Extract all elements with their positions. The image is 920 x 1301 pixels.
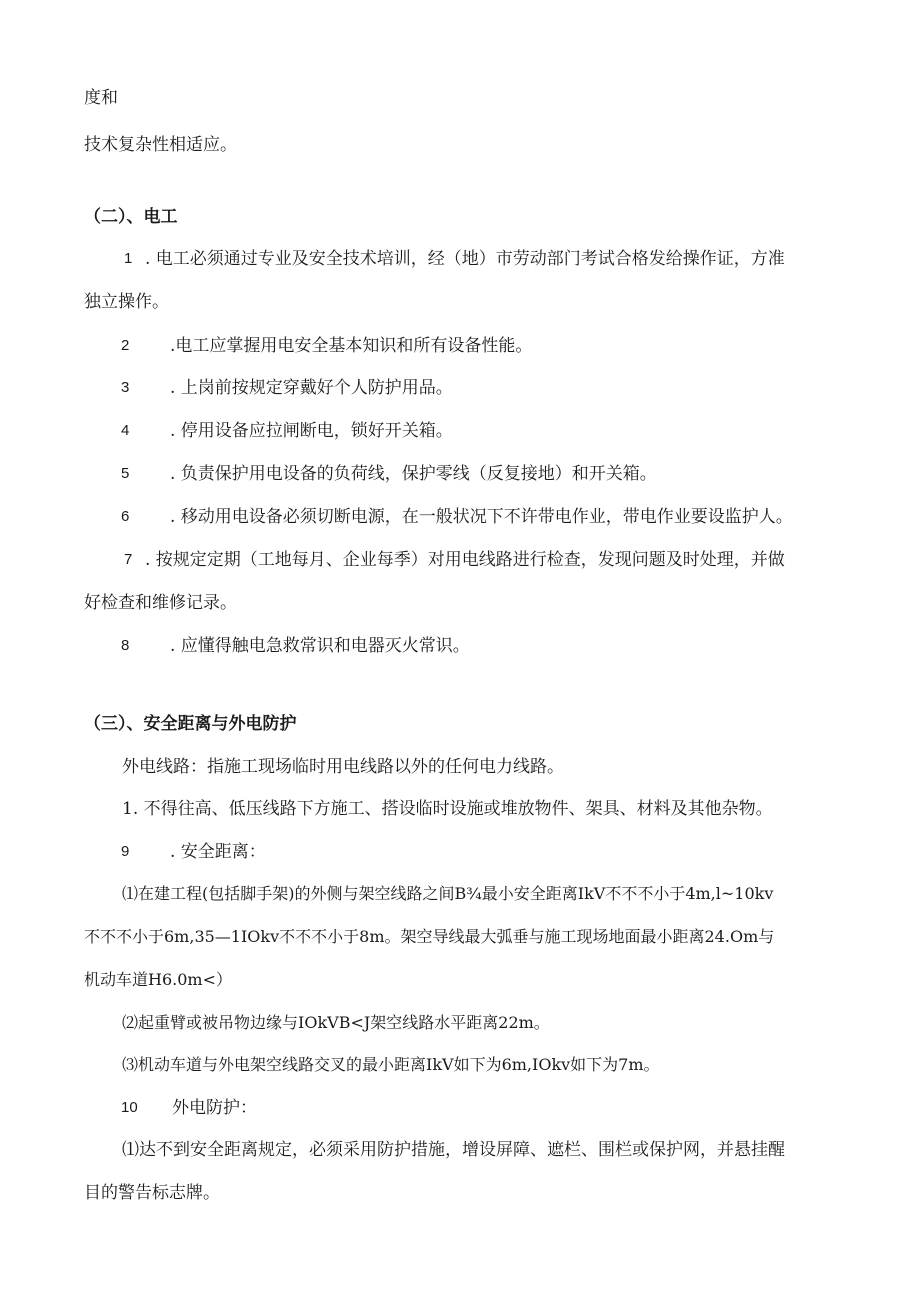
item-text: . 负责保护用电设备的负荷线，保护零线（反复接地）和开关箱。 — [170, 464, 657, 484]
item-number: 6 — [121, 508, 130, 525]
sub-item-text: ⑴达不到安全距离规定，必须采用防护措施，增设屏障、遮栏、围栏或保护网，并悬挂醒 — [122, 1140, 785, 1160]
item-text: .电工应掌握用电安全基本知识和所有设备性能。 — [170, 336, 533, 356]
item-number: 1 — [124, 250, 133, 267]
item-number: 7 — [124, 551, 133, 568]
item-number: 8 — [121, 637, 130, 654]
item-text: . 移动用电设备必须切断电源，在一般状况下不许带电作业，带电作业要设监护人。 — [170, 507, 793, 527]
item-text: . 上岗前按规定穿戴好个人防护用品。 — [170, 378, 453, 398]
section-heading-text: （二）、电工 — [84, 207, 178, 227]
sub-item-text: 机动车道H6.0m<） — [84, 970, 232, 989]
item-number: 3 — [121, 379, 130, 396]
item-text: . 电工必须通过专业及安全技术培训，经（地）市劳动部门考试合格发给操作证，方准 — [145, 249, 785, 269]
item-text: . 按规定定期（工地每月、企业每季）对用电线路进行检查，发现问题及时处理，并做 — [145, 550, 785, 570]
intro-text-1: 度和 — [84, 88, 118, 108]
intro-text-2: 技术复杂性相适应。 — [84, 135, 237, 155]
sub-item-text: 目的警告标志牌。 — [84, 1183, 220, 1203]
item-number: 10 — [121, 1099, 138, 1116]
definition-text: 外电线路：指施工现场临时用电线路以外的任何电力线路。 — [122, 757, 564, 777]
item-number: 4 — [121, 422, 130, 439]
item-number: 9 — [121, 843, 130, 860]
item-text: 独立操作。 — [84, 292, 169, 312]
item-text: . 安全距离： — [170, 842, 266, 862]
sub-item-text: ⑶机动车道与外电架空线路交叉的最小距离IkV如下为6m,IOkv如下为7m。 — [122, 1055, 660, 1074]
sub-item-text: 不不不小于6m,35—1IOkv不不不小于8m。架空导线最大弧垂与施工现场地面最小距离24.Om与 — [84, 927, 775, 946]
item-text: 1. 不得往高、低压线路下方施工、搭设临时设施或堆放物件、架具、材料及其他杂物。 — [122, 799, 773, 819]
item-text: . 应懂得触电急救常识和电器灭火常识。 — [170, 636, 470, 656]
section-heading-text: （三）、安全距离与外电防护 — [84, 714, 297, 734]
sub-item-text: ⑴在建工程(包括脚手架)的外侧与架空线路之间B¾最小安全距离IkV不不不小于4m,l~10kv — [122, 884, 774, 903]
item-text: 好检查和维修记录。 — [84, 593, 237, 613]
item-number: 2 — [121, 337, 130, 354]
item-number: 5 — [121, 465, 130, 482]
item-text: 外电防护： — [172, 1098, 257, 1118]
sub-item-text: ⑵起重臂或被吊物边缘与IOkVB<J架空线路水平距离22m。 — [122, 1013, 550, 1032]
item-text: . 停用设备应拉闸断电，锁好开关箱。 — [170, 421, 453, 441]
